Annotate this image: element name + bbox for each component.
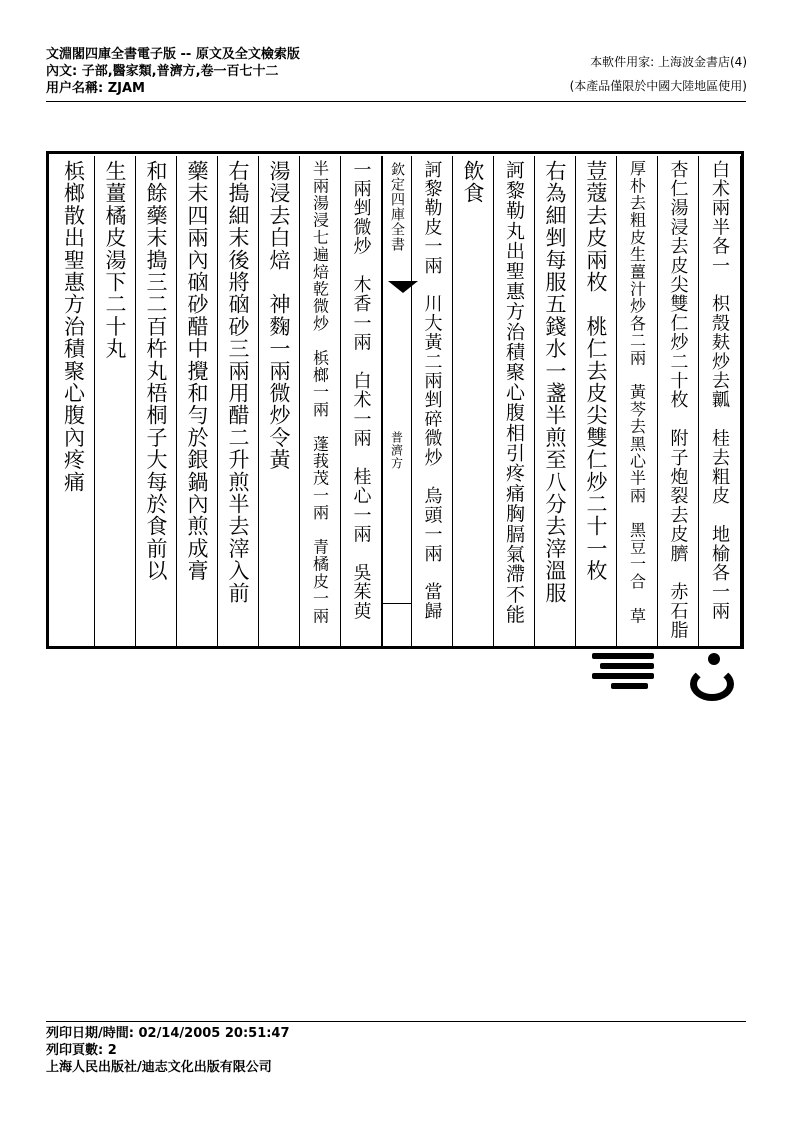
text-column-13 [177, 156, 218, 646]
text-column-4 [576, 156, 617, 646]
text-column-7 [453, 156, 494, 646]
column-text: 梹榔散出聖惠方治積聚心腹內疼痛 [61, 160, 86, 493]
column-text: 白术兩半各一 枳殼麸炒去瓤 桂去粗皮 地榆各一兩 [709, 160, 730, 621]
text-column-6 [494, 156, 535, 646]
column-text: 一兩剉微炒 木香一兩 白术一兩 桂心一兩 吳茱萸 [350, 160, 372, 621]
column-text: 荳蔻去皮兩枚 桃仁去皮尖雙仁炒二十一枚 [584, 160, 608, 582]
print-datetime: 列印日期/時間: 02/14/2005 20:51:47 [46, 1026, 290, 1041]
header-rule [46, 101, 746, 102]
text-column-1 [699, 156, 741, 646]
column-text: 訶黎勒丸出聖惠方治積聚心腹相引疼痛胸膈氣滯不能 [503, 160, 525, 625]
text-column-15 [95, 156, 136, 646]
column-text: 湯浸去白焙 神麴一兩微炒令黃 [267, 160, 291, 471]
text-column-16 [53, 156, 95, 646]
side-title: 欽定四庫全書 [389, 162, 405, 252]
column-text: 和餘藥末搗三二百杵丸梧桐子大每於食前以 [144, 160, 168, 582]
header-title: 文淵閣四庫全書電子版 -- 原文及全文檢索版 [46, 47, 300, 62]
text-column-8 [412, 156, 453, 646]
publisher-name: 上海人民出版社/迪志文化出版有限公司 [46, 1060, 272, 1075]
text-column-12 [218, 156, 259, 646]
column-text: 厚朴去粗皮生薑汁炒各二兩 黃芩去黑心半兩 黑豆一合 草 [627, 160, 647, 625]
column-text: 訶黎勒皮一兩 川大黃二兩剉碎微炒 烏頭一兩 當歸 [421, 160, 443, 621]
text-column-14 [136, 156, 177, 646]
section-title: 普濟方 [389, 431, 404, 470]
text-column-2 [658, 156, 699, 646]
center-rule [383, 603, 411, 604]
header-right [570, 50, 747, 98]
column-text: 藥末四兩內硇砂醋中攪和勻於銀鍋內煎成膏 [185, 160, 209, 582]
text-column-3 [617, 156, 658, 646]
footer [46, 1025, 290, 1076]
text-column-11 [259, 156, 300, 646]
header-left [46, 46, 300, 97]
print-page-count: 列印頁數: 2 [46, 1043, 117, 1058]
center-margin [382, 156, 412, 646]
column-text: 半兩湯浸七遍焙乾微炒 梹榔一兩 蓬莪茂一兩 青橘皮一兩 [310, 160, 330, 625]
column-text: 右為細剉每服五錢水一盞半煎至八分去滓溫服 [543, 160, 567, 604]
text-column-9 [341, 156, 382, 646]
fishtail-mark-icon [388, 281, 418, 293]
page-frame [46, 151, 744, 649]
text-column-5 [535, 156, 576, 646]
header-username: 用户名稱: ZJAM [46, 81, 145, 96]
header-content-path: 內文: 子部,醫家類,普濟方,卷一百七十二 [46, 64, 279, 79]
publisher-seal-icon [686, 653, 744, 705]
publisher-logo-icon [592, 653, 654, 699]
column-text: 飲食 [461, 160, 485, 205]
text-column-10 [300, 156, 341, 646]
column-text: 右搗細末後將硇砂三兩用醋二升煎半去滓入前 [226, 160, 250, 604]
footer-rule [46, 1021, 746, 1022]
column-text: 生薑橘皮湯下二十丸 [103, 160, 127, 360]
header-region-note: (本產品僅限於中國大陸地區使用) [569, 79, 747, 93]
header-licensee: 本軟件用家: 上海波金書店(4) [590, 55, 747, 69]
column-text: 杏仁湯浸去皮尖雙仁炒二十枚 附子炮裂去皮臍 赤石脂 [667, 160, 689, 640]
